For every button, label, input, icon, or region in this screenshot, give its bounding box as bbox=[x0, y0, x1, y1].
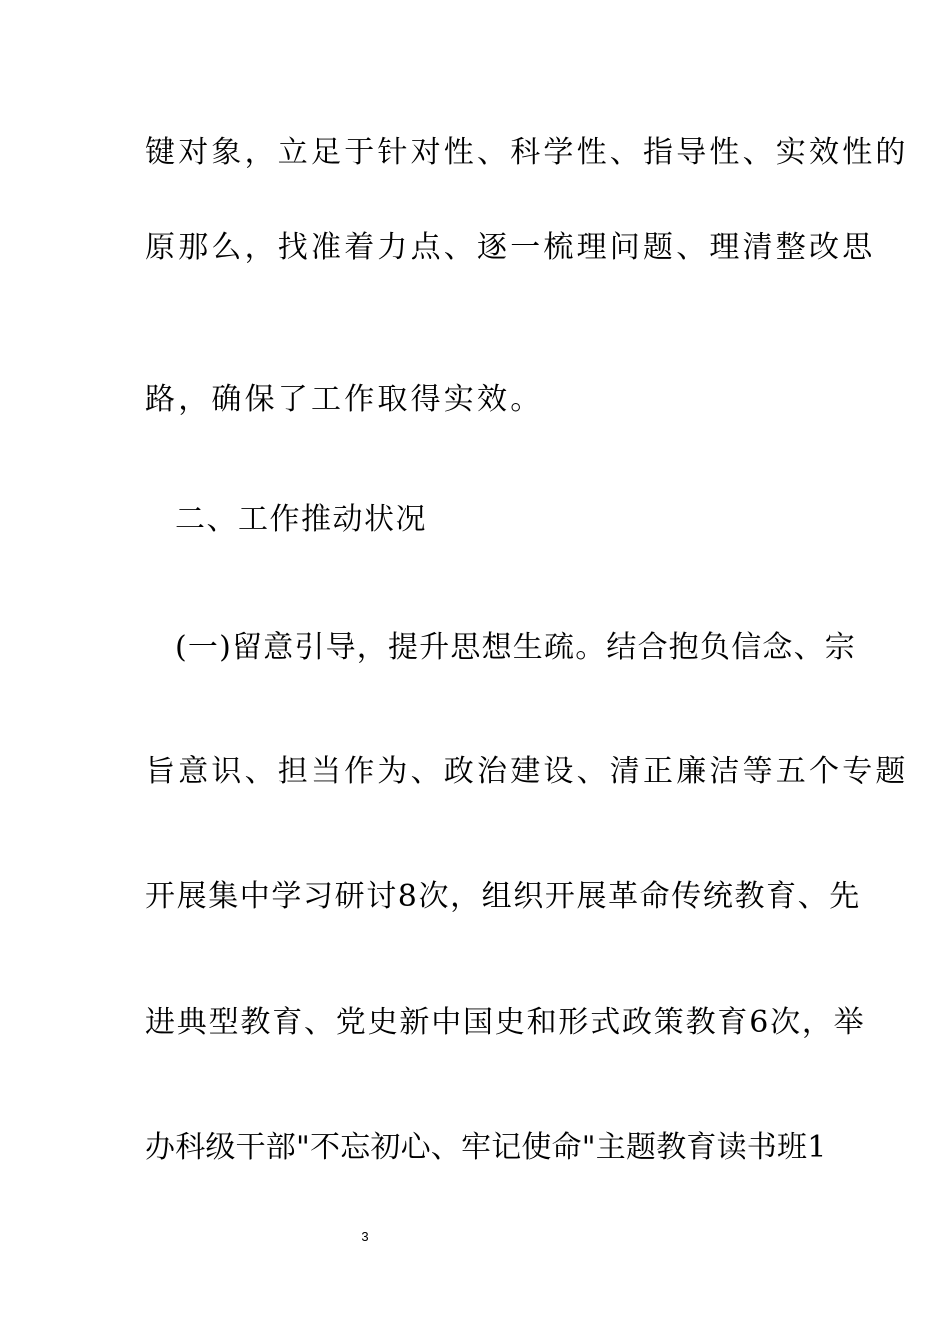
subsection-heading-line: (一)留意引导，提升思想生疏。结合抱负信念、宗 bbox=[175, 630, 857, 665]
paragraph-line: 办科级干部"不忘初心、牢记使命"主题教育读书班1 bbox=[145, 1130, 827, 1165]
page-number: 3 bbox=[361, 1229, 369, 1244]
paragraph-line: 键对象，立足于针对性、科学性、指导性、实效性的 bbox=[145, 135, 909, 170]
paragraph-line: 原那么，找准着力点、逐一梳理问题、理清整改思 bbox=[145, 230, 876, 265]
paragraph-line: 进典型教育、党史新中国史和形式政策教育6次，举 bbox=[145, 1005, 866, 1040]
paragraph-line: 开展集中学习研讨8次，组织开展革命传统教育、先 bbox=[145, 879, 861, 914]
paragraph-line: 旨意识、担当作为、政治建设、清正廉洁等五个专题 bbox=[145, 754, 909, 789]
paragraph-line: 路，确保了工作取得实效。 bbox=[145, 382, 544, 417]
section-heading: 二、工作推动状况 bbox=[175, 502, 427, 537]
